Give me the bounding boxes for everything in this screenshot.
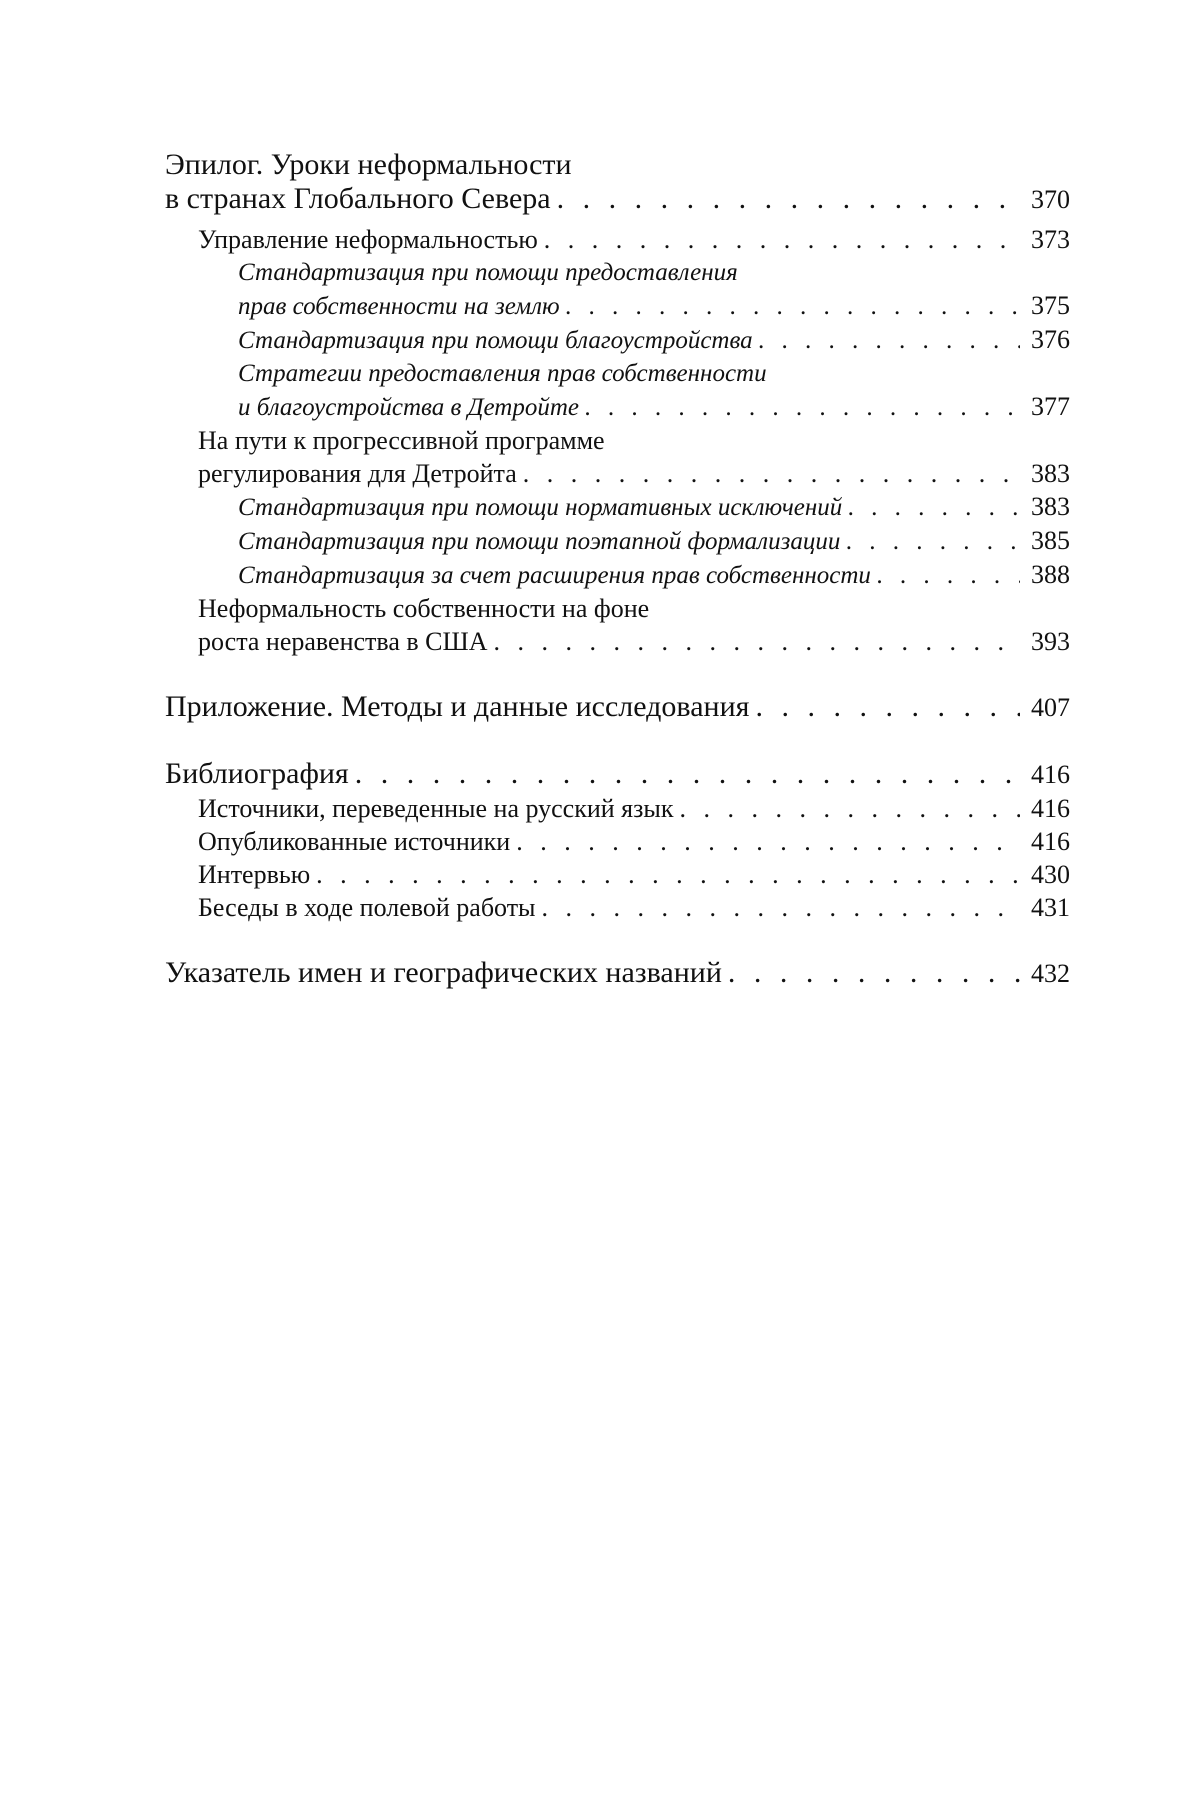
dot-leader — [516, 825, 1020, 858]
toc-entry-std-improve[interactable] — [165, 323, 1070, 357]
dot-leader — [566, 290, 1020, 323]
page-number: 370 — [1031, 185, 1070, 214]
dot-leader — [557, 182, 1020, 216]
toc-entry-title-line: в странах Глобального Севера — [165, 182, 551, 215]
toc-entry-title-line: Стандартизация при помощи предоставления — [238, 259, 738, 286]
page-number: 383 — [1031, 492, 1070, 521]
dot-leader — [728, 956, 1020, 990]
toc-entry-std-land[interactable] — [165, 256, 1070, 323]
toc-entry-title-line: роста неравенства в США — [198, 627, 488, 656]
dot-leader — [523, 457, 1020, 490]
toc-entry-title: Указатель имен и географических названий — [165, 956, 722, 989]
dot-leader — [846, 525, 1020, 558]
page-number: 416 — [1031, 827, 1070, 856]
toc-entry-title-line: Эпилог. Уроки неформальности — [165, 148, 572, 181]
page-number: 388 — [1031, 560, 1070, 589]
toc-entry-title: Опубликованные источники — [198, 827, 511, 856]
page-number: 407 — [1031, 693, 1070, 722]
page-number: 416 — [1031, 794, 1070, 823]
toc-entry-title-line: и благоустройства в Детройте — [238, 394, 579, 421]
toc-entry-title: Стандартизация за счет расширения прав собственности — [238, 562, 871, 589]
dot-leader — [316, 858, 1020, 891]
toc-entry-interviews[interactable] — [165, 858, 1070, 891]
toc-entry-strategies[interactable] — [165, 357, 1070, 424]
dot-leader — [355, 757, 1020, 791]
toc-entry-title: Приложение. Методы и данные исследования — [165, 690, 750, 723]
page-number: 431 — [1031, 893, 1070, 922]
page-number: 377 — [1031, 392, 1070, 421]
toc-entry-title-line: Стратегии предоставления прав собственности — [238, 360, 767, 387]
page-number: 416 — [1031, 760, 1070, 789]
toc-entry-title: Источники, переведенные на русский язык — [198, 794, 674, 823]
toc-entry-epilogue[interactable] — [165, 148, 1070, 217]
toc-entry-index[interactable] — [165, 956, 1070, 991]
dot-leader — [680, 792, 1020, 825]
toc-entry-informality[interactable] — [165, 592, 1070, 658]
toc-entry-title: Стандартизация при помощи благоустройства — [238, 327, 753, 354]
toc-entry-title: Интервью — [198, 860, 311, 889]
toc-entry-appendix[interactable] — [165, 690, 1070, 725]
dot-leader — [877, 559, 1020, 592]
toc-entry-title: Управление неформальностью — [198, 225, 538, 254]
toc-entry-title-line: прав собственности на землю — [238, 293, 560, 320]
toc-entry-title-line: регулирования для Детройта — [198, 459, 517, 488]
toc-entry-title: Стандартизация при помощи поэтапной формализации — [238, 528, 841, 555]
dot-leader — [585, 391, 1020, 424]
dot-leader — [544, 223, 1020, 256]
toc-entry-title: Стандартизация при помощи нормативных исключений — [238, 494, 843, 521]
toc-entry-std-exceptions[interactable] — [165, 490, 1070, 524]
toc-entry-std-phased[interactable] — [165, 524, 1070, 558]
page-number: 383 — [1031, 459, 1070, 488]
toc-entry-std-rights[interactable] — [165, 558, 1070, 592]
toc-entry-title: Библиография — [165, 757, 349, 790]
dot-leader — [493, 625, 1020, 658]
page-number: 385 — [1031, 526, 1070, 555]
page-number: 375 — [1031, 291, 1070, 320]
toc-entry-towards[interactable] — [165, 424, 1070, 490]
page-number: 376 — [1031, 325, 1070, 354]
toc-entry-title: Беседы в ходе полевой работы — [198, 893, 536, 922]
table-of-contents — [165, 148, 1070, 991]
toc-entry-translated[interactable] — [165, 792, 1070, 825]
dot-leader — [755, 690, 1020, 724]
page-number: 432 — [1031, 959, 1070, 988]
dot-leader — [542, 891, 1020, 924]
dot-leader — [759, 324, 1020, 357]
toc-entry-published[interactable] — [165, 825, 1070, 858]
toc-entry-bibliography[interactable] — [165, 757, 1070, 792]
toc-entry-managing[interactable] — [165, 223, 1070, 256]
dot-leader — [848, 491, 1020, 524]
toc-entry-title-line: Неформальность собственности на фоне — [198, 594, 650, 623]
page-number: 393 — [1031, 627, 1070, 656]
page-number: 373 — [1031, 225, 1070, 254]
page-number: 430 — [1031, 860, 1070, 889]
toc-entry-title-line: На пути к прогрессивной программе — [198, 426, 605, 455]
toc-entry-conversations[interactable] — [165, 891, 1070, 924]
